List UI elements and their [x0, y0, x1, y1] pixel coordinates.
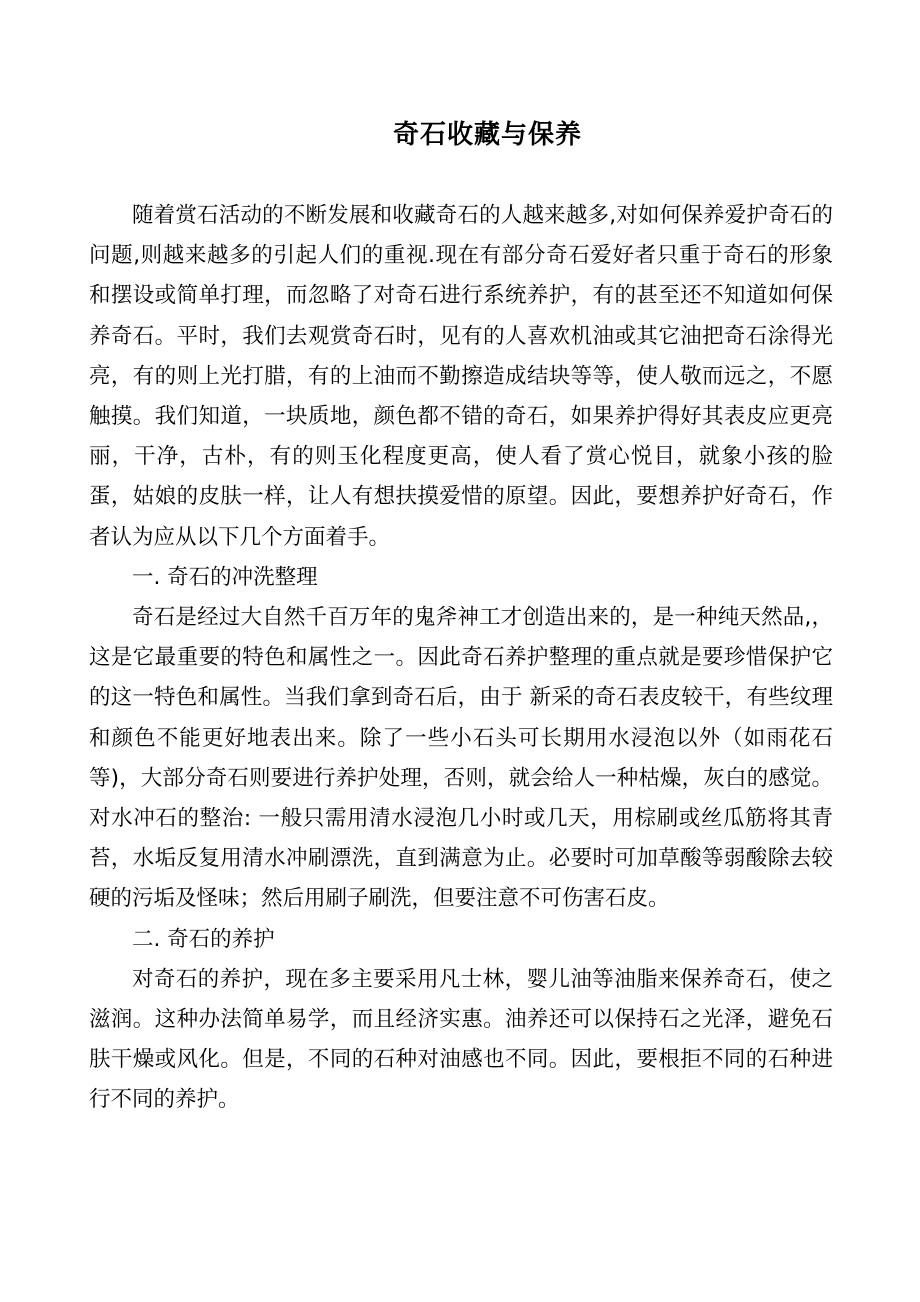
- maintenance-paragraph: 对奇石的养护，现在多主要采用凡士林，婴儿油等油脂来保养奇石，使之滋润。这种办法简单易学，而且经济实惠。油养还可以保持石之光泽，避免石肤干燥或风化。但是，不同的石种对油感也不同。因此，要根拒不同的石种进行不同的养护。: [89, 966, 833, 1113]
- section-heading-washing: 一. 奇石的冲洗整理: [132, 564, 318, 590]
- washing-paragraph: 奇石是经过大自然千百万年的鬼斧神工才创造出来的，是一种纯天然品,，这是它最重要的特色和属性之一。因此奇石养护整理的重点就是要珍惜保护它的这一特色和属性。当我们拿到奇石后，由于 新采的奇石表皮较干，有些纹理和颜色不能更好地表出来。除了一些小石头可长期用水浸泡以外（如雨花石等)，大部分奇石则要进行养护处理，否则，就会给人一种枯燥，灰白的感觉。对水冲石的整治: 一般只需用清水浸泡几小时或几天，用棕刷或丝瓜筋将其青苔，水垢反复用清水冲刷漂洗，直到满意为止。必要时可加草酸等弱酸除去较硬的污垢及怪味；然后用刷子刷洗，但要注意不可伤害石皮。: [89, 605, 833, 912]
- intro-paragraph: 随着赏石活动的不断发展和收藏奇石的人越来越多,对如何保养爱护奇石的问题,则越来越多的引起人们的重视.现在有部分奇石爱好者只重于奇石的形象和摆设或简单打理，而忽略了对奇石进行系统养护，有的甚至还不知道如何保养奇石。平时，我们去观赏奇石时，见有的人喜欢机油或其它油把奇石涂得光亮，有的则上光打腊，有的上油而不勤擦造成结块等等，使人敬而远之，不愿触摸。我们知道，一块质地，颜色都不错的奇石，如果养护得好其表皮应更亮丽，干净，古朴，有的则玉化程度更高，使人看了赏心悦目，就象小孩的脸蛋，姑娘的皮肤一样，让人有想扶摸爱惜的原望。因此，要想养护好奇石，作者认为应从以下几个方面着手。: [89, 203, 833, 550]
- page-title: 奇石收藏与保养: [392, 120, 582, 150]
- section-heading-maintenance: 二. 奇石的养护: [132, 926, 275, 952]
- document-body: [89, 196, 833, 1121]
